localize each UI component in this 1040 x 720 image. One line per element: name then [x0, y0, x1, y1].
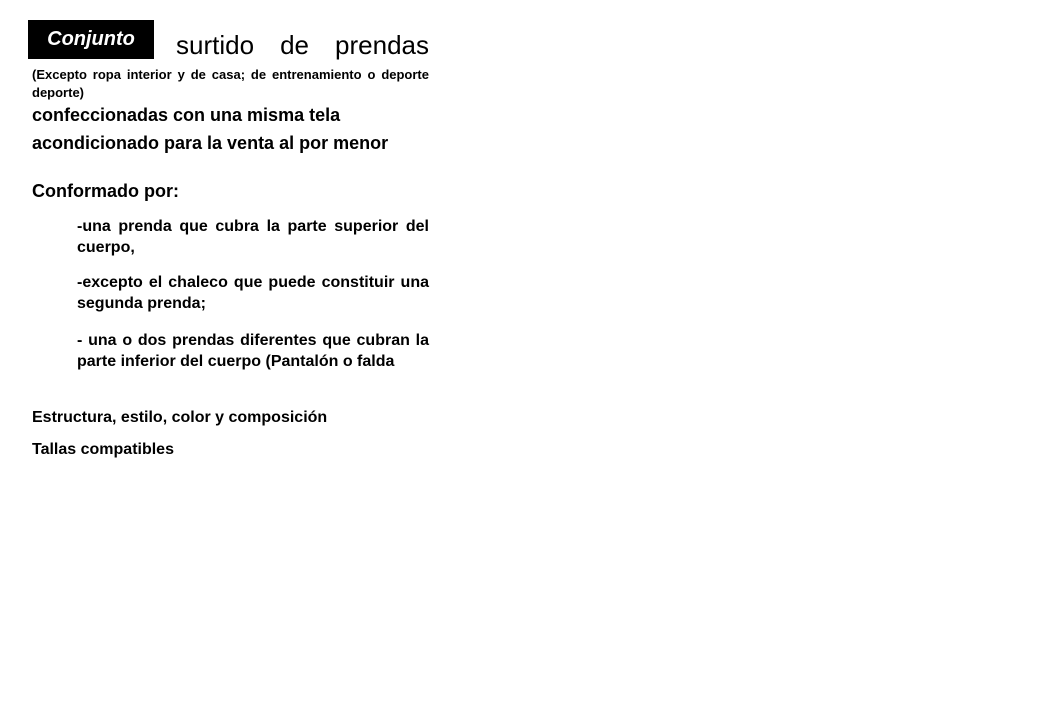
- packaged-line: acondicionado para la venta al por menor: [32, 133, 389, 153]
- composed-of-heading: Conformado por:: [32, 181, 179, 201]
- list-item: -excepto el chaleco que puede constituir una segunda prenda;: [77, 274, 429, 312]
- list-item: - una o dos prendas diferentes que cubran la parte inferior del cuerpo (Pantalón o falda: [77, 332, 429, 370]
- made-with-line: confeccionadas con una misma tela: [32, 105, 341, 125]
- title-badge: Conjunto: [28, 20, 154, 59]
- exception-note: (Excepto ropa interior y de casa; de entrenamiento o deporte deporte): [32, 67, 429, 100]
- list-item: -una prenda que cubra la parte superior del cuerpo,: [77, 218, 429, 256]
- sizes-line: Tallas compatibles: [32, 441, 174, 458]
- title-text: surtido de prendas: [176, 30, 429, 60]
- structure-line: Estructura, estilo, color y composición: [32, 409, 328, 426]
